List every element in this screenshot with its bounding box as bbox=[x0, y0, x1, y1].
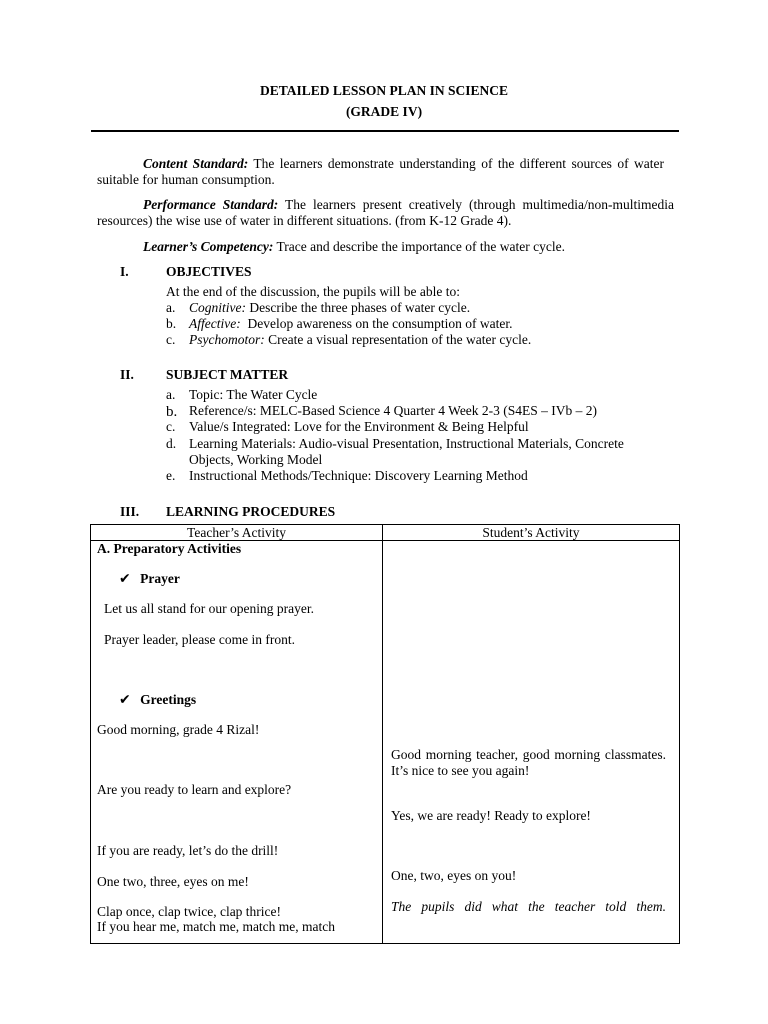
objective-text: Develop awareness on the consumption of water. bbox=[240, 316, 513, 332]
list-marker: b. bbox=[166, 316, 177, 332]
content-standard-label: Content Standard: bbox=[143, 156, 249, 171]
subject-item bbox=[166, 468, 626, 484]
subject-item bbox=[166, 419, 626, 435]
objectives-number: I. bbox=[120, 264, 129, 279]
objectives-heading: OBJECTIVES bbox=[166, 264, 252, 279]
subject-item bbox=[166, 387, 626, 403]
student-activity-header: Student’s Activity bbox=[383, 525, 680, 541]
learner-competency bbox=[97, 239, 674, 255]
subject-matter-number: II. bbox=[120, 367, 134, 382]
objective-text: Describe the three phases of water cycle. bbox=[246, 300, 471, 315]
list-marker: b. bbox=[166, 404, 178, 421]
greetings-heading: Greetings bbox=[140, 692, 197, 707]
table-header-row bbox=[91, 525, 680, 541]
student-line: Yes, we are ready! Ready to explore! bbox=[391, 808, 591, 823]
subject-item-text: Topic: The Water Cycle bbox=[189, 387, 318, 402]
list-marker: c. bbox=[166, 332, 176, 348]
performance-standard bbox=[97, 197, 674, 229]
subject-item-text: Value/s Integrated: Love for the Environment & Being Helpful bbox=[189, 419, 529, 435]
teacher-line: If you are ready, let’s do the drill! bbox=[97, 843, 279, 858]
objective-domain: Psychomotor: bbox=[189, 332, 265, 348]
student-line: The pupils did what the teacher told them. bbox=[391, 899, 666, 914]
subject-item-text: Reference/s: MELC-Based Science 4 Quarter 4 Week 2-3 (S4ES – IVb – 2) bbox=[189, 403, 598, 419]
teacher-line: Good morning, grade 4 Rizal! bbox=[97, 722, 260, 737]
document-title: DETAILED LESSON PLAN IN SCIENCE bbox=[259, 83, 509, 98]
objectives-intro: At the end of the discussion, the pupils will be able to: bbox=[166, 284, 460, 299]
procedures-number: III. bbox=[120, 504, 140, 519]
list-marker: d. bbox=[166, 435, 177, 451]
learner-competency-text: Trace and describe the importance of the water cycle. bbox=[273, 239, 565, 254]
objective-item bbox=[166, 316, 666, 332]
table-row bbox=[91, 541, 680, 944]
checkmark-icon: ✔ bbox=[119, 692, 131, 708]
subject-item bbox=[166, 403, 626, 419]
performance-standard-label: Performance Standard: bbox=[143, 197, 279, 212]
procedures-heading: LEARNING PROCEDURES bbox=[166, 504, 336, 519]
teacher-line: One two, three, eyes on me! bbox=[97, 874, 249, 889]
objective-item bbox=[166, 332, 666, 348]
teacher-line: Clap once, clap twice, clap thrice! bbox=[97, 904, 282, 919]
student-line: Good morning teacher, good morning classmates. It’s nice to see you again! bbox=[391, 747, 666, 779]
list-marker: a. bbox=[166, 387, 176, 402]
preparatory-activities-heading: A. Preparatory Activities bbox=[97, 541, 242, 556]
content-standard-text: The learners demonstrate understanding of the different sources of water suitable for human consumption. bbox=[97, 156, 664, 188]
objectives-list bbox=[166, 300, 666, 349]
prayer-heading: Prayer bbox=[140, 571, 180, 586]
objective-domain: Affective: bbox=[189, 316, 241, 332]
list-marker: c. bbox=[166, 419, 176, 435]
teacher-line: Prayer leader, please come in front. bbox=[104, 632, 295, 647]
prayer-heading-row bbox=[119, 571, 180, 588]
greetings-heading-row bbox=[119, 692, 196, 709]
student-activity-cell bbox=[383, 541, 680, 944]
list-marker: a. bbox=[166, 300, 176, 315]
content-standard bbox=[97, 156, 664, 188]
learner-competency-label: Learner’s Competency: bbox=[143, 239, 274, 254]
performance-standard-text: The learners present creatively (through multimedia/non-multimedia resources) the wise use of water in different situations. (from K-12 Grade 4). bbox=[97, 197, 674, 229]
list-marker: e. bbox=[166, 467, 176, 483]
subject-item-text: Learning Materials: Audio-visual Presentation, Instructional Materials, Concrete Objects, Working Model bbox=[189, 435, 624, 467]
document-subtitle: (GRADE IV) bbox=[345, 104, 423, 119]
teacher-activity-cell bbox=[91, 541, 383, 944]
subject-item bbox=[166, 436, 626, 468]
objective-text: Create a visual representation of the water cycle. bbox=[264, 332, 532, 348]
subject-matter-list bbox=[166, 387, 626, 484]
objective-item bbox=[166, 300, 666, 316]
subject-item-text: Instructional Methods/Technique: Discovery Learning Method bbox=[189, 467, 528, 483]
procedures-table bbox=[90, 524, 680, 944]
teacher-line: Let us all stand for our opening prayer. bbox=[104, 601, 314, 616]
subject-matter-heading: SUBJECT MATTER bbox=[166, 367, 289, 382]
title-divider bbox=[91, 130, 679, 132]
teacher-activity-header: Teacher’s Activity bbox=[91, 525, 383, 541]
teacher-line: Are you ready to learn and explore? bbox=[97, 782, 292, 797]
teacher-line: If you hear me, match me, match me, match bbox=[97, 919, 336, 934]
student-line: One, two, eyes on you! bbox=[391, 868, 517, 883]
objective-domain: Cognitive: bbox=[189, 300, 246, 315]
checkmark-icon: ✔ bbox=[119, 571, 131, 587]
